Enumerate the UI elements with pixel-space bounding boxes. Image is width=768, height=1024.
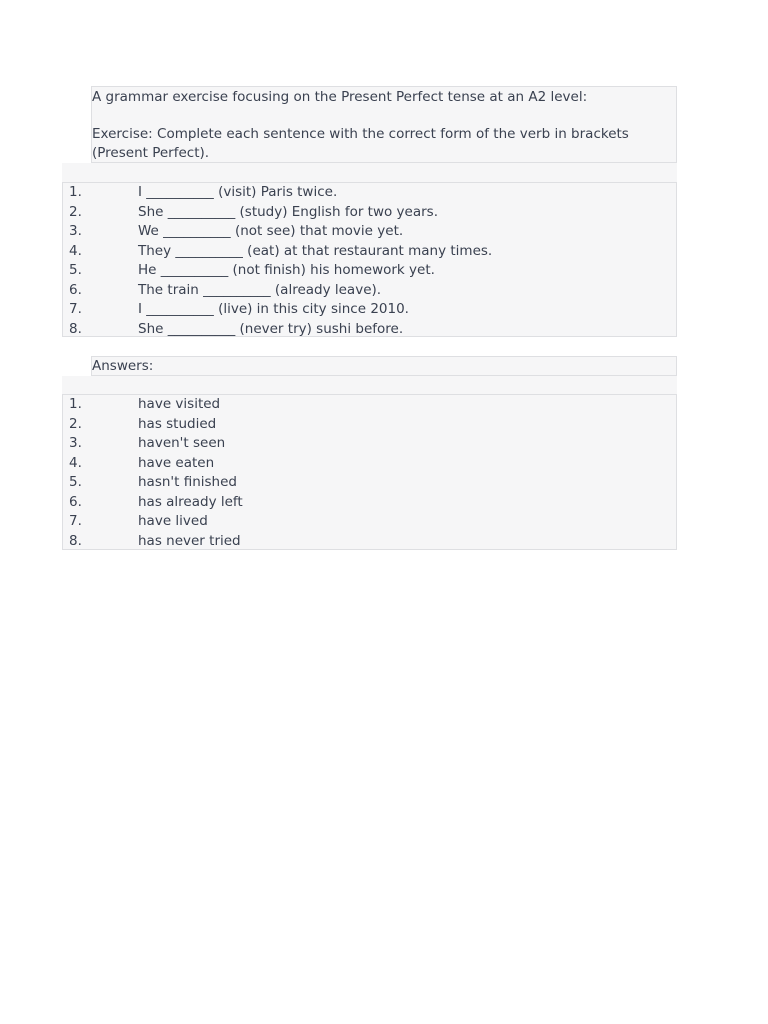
item-text: We __________ (not see) that movie yet. [138, 223, 404, 239]
item-text: I __________ (live) in this city since 2010. [138, 301, 409, 317]
item-text: has studied [138, 415, 217, 432]
item-text: haven't seen [138, 435, 226, 451]
spacer-strip [62, 376, 677, 394]
answers-heading-block [91, 356, 677, 376]
item-number: 6. [69, 281, 82, 298]
item-text: have eaten [138, 454, 215, 471]
item-text: I __________ (visit) Paris twice. [138, 184, 338, 200]
item-text: They __________ (eat) at that restaurant many times. [138, 242, 493, 259]
item-text: hasn't finished [138, 474, 237, 490]
spacer-strip [62, 163, 677, 182]
item-text: has never tried [138, 532, 241, 549]
item-text: have visited [138, 396, 221, 412]
item-number: 7. [69, 513, 82, 529]
intro-heading: A grammar exercise focusing on the Present Perfect tense at an A2 level: [92, 89, 588, 105]
item-number: 1. [69, 184, 82, 200]
answers-list [62, 394, 677, 550]
item-number: 3. [69, 435, 82, 451]
intro-instruction-line2: (Present Perfect). [92, 145, 210, 161]
item-number: 5. [69, 474, 82, 490]
item-number: 4. [69, 242, 82, 259]
item-number: 2. [69, 203, 82, 220]
item-text: She __________ (study) English for two years. [138, 203, 438, 220]
item-number: 3. [69, 223, 82, 239]
item-number: 7. [69, 301, 82, 317]
intro-instruction-line1: Exercise: Complete each sentence with the correct form of the verb in brackets [92, 126, 629, 142]
answers-heading: Answers: [92, 358, 154, 374]
item-number: 1. [69, 396, 82, 412]
item-number: 8. [69, 532, 82, 549]
item-text: have lived [138, 513, 208, 529]
item-text: has already left [138, 493, 243, 510]
item-number: 4. [69, 454, 82, 471]
item-text: The train __________ (already leave). [138, 281, 382, 298]
item-text: She __________ (never try) sushi before. [138, 320, 404, 337]
item-number: 6. [69, 493, 82, 510]
exercise-list [62, 182, 677, 337]
item-number: 5. [69, 262, 82, 278]
item-text: He __________ (not finish) his homework yet. [138, 262, 435, 278]
item-number: 2. [69, 415, 82, 432]
intro-block [91, 86, 677, 163]
item-number: 8. [69, 320, 82, 337]
